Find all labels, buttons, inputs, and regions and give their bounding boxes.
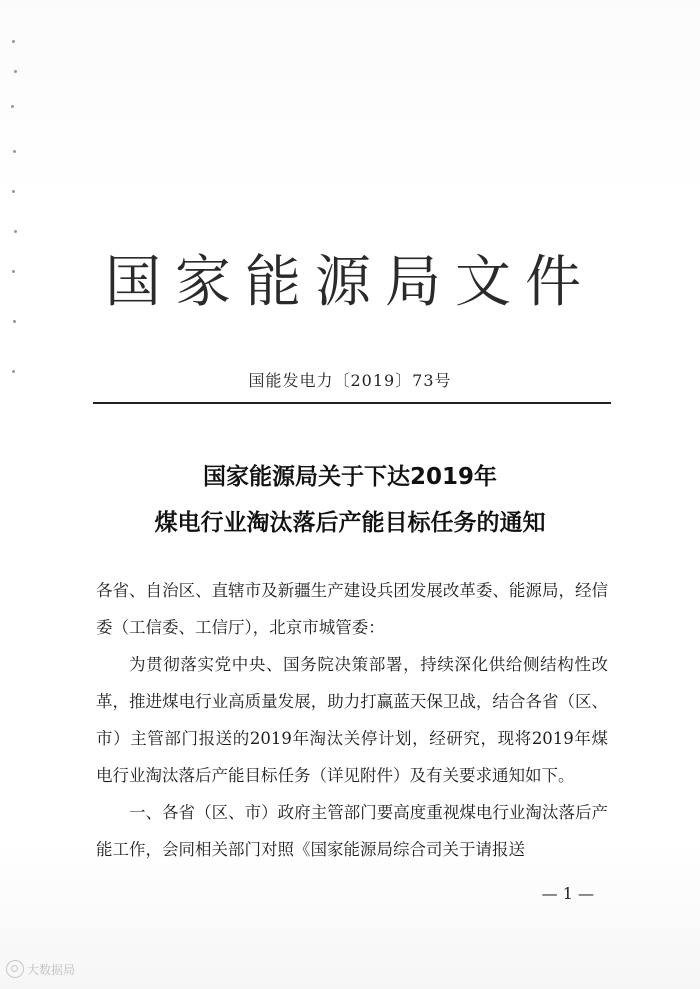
document-body (96, 572, 608, 868)
recipients: 各省、自治区、直辖市及新疆生产建设兵团发展改革委、能源局，经信委（工信委、工信厅），北京市城管委： (96, 581, 608, 637)
document-title-line-1: 国家能源局关于下达2019年 (202, 464, 497, 490)
document-number: 国能发电力〔2019〕73号 (248, 371, 452, 390)
page-number: — 1 — (541, 884, 594, 903)
binding-holes (8, 30, 22, 410)
paragraph-1: 为贯彻落实党中央、国务院决策部署，持续深化供给侧结构性改革，推进煤电行业高质量发展，助力打赢蓝天保卫战，结合各省（区、市）主管部门报送的2019年淘汰关停计划，经研究，现将2019年煤电行业淘汰落后产能目标任务（详见附件）及有关要求通知如下。 (96, 655, 608, 785)
header-divider (93, 402, 611, 404)
document-title-line-2: 煤电行业淘汰落后产能目标任务的通知 (154, 510, 546, 536)
watermark-logo-icon (6, 960, 24, 978)
paragraph-2: 一、各省（区、市）政府主管部门要高度重视煤电行业淘汰落后产能工作，会同相关部门对照《国家能源局综合司关于请报送 (96, 803, 608, 859)
watermark-text: 大数据局 (27, 962, 76, 977)
document-header: 国家能源局文件 (105, 250, 595, 315)
watermark (6, 960, 75, 978)
